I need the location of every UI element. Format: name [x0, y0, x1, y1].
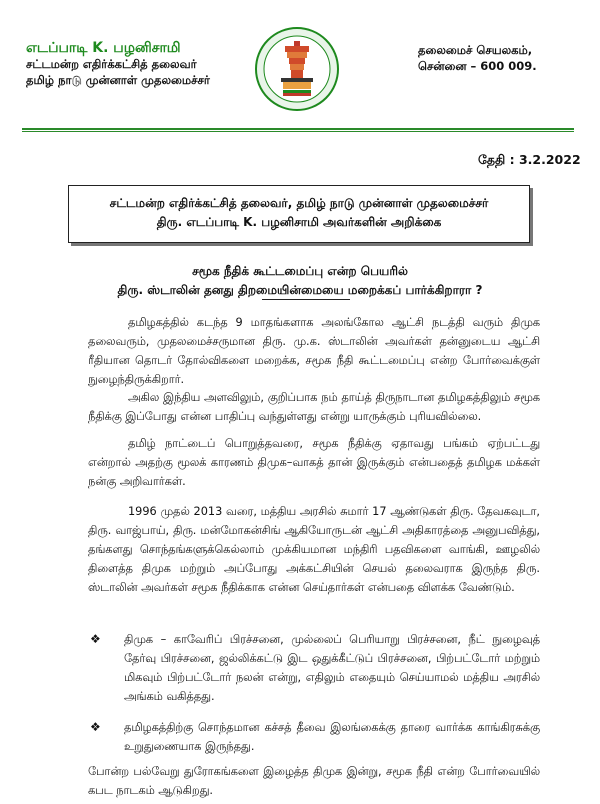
letterhead [0, 0, 600, 128]
sender-title-2: தமிழ் நாடு முன்னாள் முதலமைச்சர் [26, 73, 210, 87]
diamond-bullet-icon: ❖ [90, 632, 101, 646]
address-line-1: தலைமைச் செயலகம், [418, 43, 533, 57]
headline-line-2: திரு. ஸ்டாலின் தனது திறமையின்மையை மறைக்கப் பார்க்கிறாரா ? [117, 283, 483, 297]
header-rule-thin [22, 131, 574, 132]
bullet-item [90, 718, 540, 756]
closing-paragraph: போன்ற பல்வேறு துரோகங்களை இழைத்த திமுக இன்று, சமூக நீதி என்ற போர்வையில் கபட நாடகம் ஆடுகிறது. [88, 765, 540, 797]
headline-underline [262, 299, 350, 300]
headline-line-1: சமூக நீதிக் கூட்டமைப்பு என்ற பெயரில் [192, 264, 408, 278]
bullet-text: தமிழகத்திற்கு சொந்தமான கச்சத் தீவை இலங்கைக்கு தாரை வார்க்க காங்கிரசுக்கு உறுதுணையாக இருந்தது. [124, 721, 540, 753]
sender-block [26, 40, 210, 88]
sender-name: எடப்பாடி K. பழனிசாமி [26, 40, 181, 56]
statement-title-box [68, 185, 530, 243]
paragraph-1: தமிழகத்தில் கடந்த 9 மாதங்களாக அலங்கோல ஆட்சி நடத்தி வரும் திமுக தலைவரும், முதலமைச்சருமான திரு. மு.க. ஸ்டாலின் அவர்கள் தன்னுடைய ஆட்சி ரீதியான தொடர் தோல்விகளை மறைக்க, சமூக நீதி கூட்டமைப்பு என்ற போர்வைக்குள் நுழைந்திருக்கிறார். [88, 316, 540, 386]
bullet-text: திமுக – காவேரிப் பிரச்சனை, முல்லைப் பெரியாறு பிரச்சனை, நீட் நுழைவுத் தேர்வு பிரச்சனை, ஜல்லிக்கட்டு இட ஒதுக்கீட்டுப் பிரச்சனை, பிற்பட்டோர் மற்றும் மிகவும் பிற்பட்டோர் நலன் என்று, எதிலும் எதையும் செய்யாமல் மத்திய அரசில் அங்கம் வகித்தது. [124, 633, 540, 703]
bullet-item [90, 630, 540, 706]
address-block [418, 42, 537, 74]
paragraph-4: 1996 முதல் 2013 வரை, மத்திய அரசில் சுமார் 17 ஆண்டுகள் திரு. தேவகவுடா, திரு. வாஜ்பாய், திரு. மன்மோகன்சிங் ஆகியோருடன் ஆட்சி அதிகாரத்தை அனுபவித்து, தங்களது சொந்தங்களுக்கெல்லாம் முக்கியமான மந்திரி பதவிகளை வாங்கி, ஊழலில் திளைத்த திமுக மற்றும் அப்போது அக்கட்சியின் செயல் தலைவராக இருந்த திரு. ஸ்டாலின் அவர்கள் சமூக நீதிக்காக என்ன செய்தார்கள் என்பதை விளக்க வேண்டும். [88, 505, 540, 594]
address-line-2: சென்னை – 600 009. [418, 59, 537, 73]
sender-title-1: சட்டமன்ற எதிர்க்கட்சித் தலைவர் [26, 57, 197, 71]
title-line-2: திரு. எடப்பாடி K. பழனிசாமி அவர்களின் அறிக்கை [156, 215, 442, 229]
title-line-1: சட்டமன்ற எதிர்க்கட்சித் தலைவர், தமிழ் நாடு முன்னாள் முதலமைச்சர் [109, 196, 489, 210]
header-rule [22, 128, 574, 130]
paragraph-2: அகில இந்திய அளவிலும், குறிப்பாக நம் தாய்த் திருநாடான தமிழகத்திலும் சமூக நீதிக்கு இப்போது என்ன பாதிப்பு வந்துள்ளது என்று யாருக்கும் புரியவில்லை. [88, 391, 540, 423]
tamil-nadu-emblem-icon [255, 24, 339, 114]
paragraph-3: தமிழ் நாட்டைப் பொறுத்தவரை, சமூக நீதிக்கு ஏதாவது பங்கம் ஏற்பட்டது என்றால் அதற்கு மூலக் காரணம் திமுக–வாகத் தான் இருக்கும் என்பதைத் தமிழக மக்கள் நன்கு அறிவார்கள். [88, 437, 540, 488]
date: தேதி : 3.2.2022 [478, 152, 581, 167]
diamond-bullet-icon: ❖ [90, 720, 101, 734]
